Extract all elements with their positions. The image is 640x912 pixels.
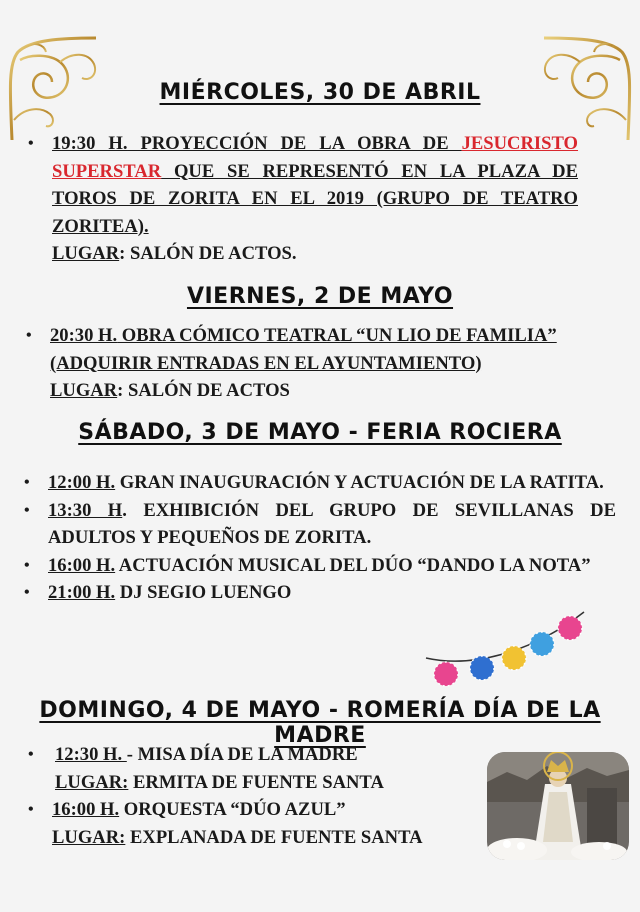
bullet-icon: • [28, 135, 34, 152]
section-title-miercoles: MIÉRCOLES, 30 DE ABRIL [159, 80, 481, 105]
paper-lantern-icon [558, 616, 582, 640]
paper-lantern-icon [502, 646, 526, 670]
event-time: 16:00 H. [48, 554, 116, 576]
paper-lantern-icon [530, 632, 554, 656]
list-item [28, 796, 472, 851]
list-item [24, 497, 616, 552]
event-text: ORQUESTA “DÚO AZUL” [119, 799, 346, 820]
event-text: - MISA DÍA DE LA MADRE [126, 744, 358, 765]
event-time: 12:30 H. [55, 744, 127, 765]
garland-decoration [420, 606, 590, 690]
place-value: : SALÓN DE ACTOS. [119, 243, 297, 264]
event-text: GRAN INAUGURACIÓN Y ACTUACIÓN DE LA RATITA. [115, 472, 604, 493]
paper-lantern-icon [470, 656, 494, 680]
list-item [28, 130, 579, 268]
event-highlight: JESUCRISTO SUPERSTAR [52, 133, 579, 182]
event-text: DJ SEGIO LUENGO [115, 582, 292, 603]
schedule-list-domingo [28, 741, 472, 851]
section-title-viernes: VIERNES, 2 DE MAYO [186, 284, 454, 309]
event-time: 16:00 H. [52, 799, 120, 820]
event-place-line [52, 824, 472, 852]
paper-lantern-icon [434, 662, 458, 686]
list-item [24, 469, 616, 497]
bullet-icon: • [28, 746, 34, 763]
place-value: ERMITA DE FUENTE SANTA [128, 771, 384, 793]
place-value: EXPLANADA DE FUENTE SANTA [125, 826, 423, 848]
place-label: LUGAR: [55, 771, 129, 793]
event-place-line [52, 240, 578, 268]
event-time: 12:00 H. [48, 472, 116, 493]
section-title-domingo: DOMINGO, 4 DE MAYO - ROMERÍA DÍA DE LA MADRE [39, 698, 601, 748]
event-text: ACTUACIÓN MUSICAL DEL DÚO “DANDO LA NOTA” [115, 554, 591, 576]
list-item [26, 322, 616, 405]
place-value: : SALÓN DE ACTOS [117, 380, 290, 401]
event-text: PROYECCIÓN DE LA OBRA DE [127, 133, 462, 154]
place-label: LUGAR: [52, 826, 126, 848]
schedule-list-sabado [24, 469, 616, 607]
event-time: 13:30 H [48, 499, 123, 521]
event-text: . EXHIBICIÓN DEL GRUPO DE SEVILLANAS DE ADULTOS Y PEQUEÑOS DE ZORITA. [48, 499, 616, 548]
schedule-list-viernes [26, 322, 616, 405]
bullet-icon: • [24, 584, 30, 601]
event-time: 21:00 H. [48, 582, 116, 603]
event-time: 20:30 H. [50, 325, 118, 346]
event-text-cont: QUE SE REPRESENTÓ EN LA PLAZA DE TOROS DE ZORITA EN EL 2019 (GRUPO DE TEATRO ZORITEA). [52, 160, 578, 237]
bullet-icon: • [28, 801, 34, 818]
list-item [24, 552, 616, 580]
event-place-line [50, 377, 616, 405]
bullet-icon: • [24, 474, 30, 491]
bullet-icon: • [26, 327, 32, 344]
event-time: 19:30 H. [52, 133, 128, 154]
place-label: LUGAR [52, 243, 120, 264]
event-place-line [55, 769, 472, 797]
section-title-sabado: SÁBADO, 3 DE MAYO - FERIA ROCIERA [78, 420, 562, 445]
schedule-list-miercoles [28, 130, 579, 268]
virgin-statue-photo [487, 752, 629, 860]
event-text: OBRA CÓMICO TEATRAL “UN LIO DE FAMILIA” (ADQUIRIR ENTRADAS EN EL AYUNTAMIENTO) [50, 325, 557, 374]
bullet-icon: • [24, 556, 30, 574]
bullet-icon: • [24, 501, 30, 519]
place-label: LUGAR [50, 380, 118, 401]
list-item [28, 741, 472, 796]
list-item [24, 579, 616, 607]
